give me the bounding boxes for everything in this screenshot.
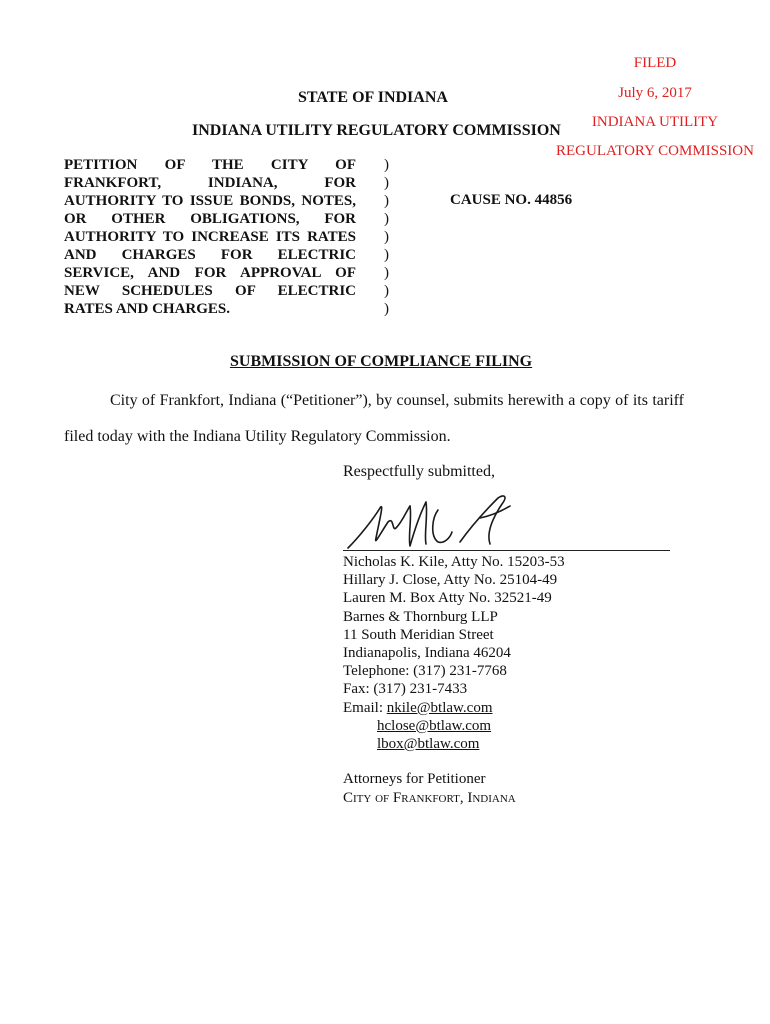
- email-row: [343, 717, 565, 735]
- email-link-close[interactable]: hclose@btlaw.com: [377, 717, 492, 734]
- attorneys-for-petitioner: Attorneys for Petitioner: [343, 771, 486, 787]
- body-paragraph-line1: City of Frankfort, Indiana (“Petitioner”), by counsel, submits herewith a copy of its tariff: [110, 392, 684, 409]
- caption-paren: ): [384, 229, 389, 245]
- caption-paren: ): [384, 301, 389, 317]
- attorney-name-close: Hillary J. Close, Atty No. 25104-49: [343, 572, 558, 589]
- caption-line: PETITION OF THE CITY OF: [64, 157, 356, 173]
- signature-line: [343, 550, 670, 551]
- signature-block: [343, 553, 565, 753]
- email-row: [343, 735, 565, 753]
- caption-line: FRANKFORT, INDIANA, FOR: [64, 175, 356, 191]
- caption-paren: ): [384, 265, 389, 281]
- firm-fax: Fax: (317) 231-7433: [343, 681, 468, 698]
- firm-city: Indianapolis, Indiana 46204: [343, 645, 511, 662]
- caption-paren: ): [384, 193, 389, 209]
- email-label: Email:: [343, 699, 387, 716]
- commission-heading: INDIANA UTILITY REGULATORY COMMISSION: [192, 122, 561, 139]
- email-link-box[interactable]: lbox@btlaw.com: [377, 736, 480, 753]
- firm-name: Barnes & Thornburg LLP: [343, 608, 498, 625]
- caption-line: RATES AND CHARGES.: [64, 301, 231, 317]
- stamp-agency-line2: REGULATORY COMMISSION: [556, 143, 754, 159]
- email-link-kile[interactable]: nkile@btlaw.com: [386, 699, 493, 716]
- caption-paren: ): [384, 211, 389, 227]
- stamp-date: July 6, 2017: [618, 85, 692, 101]
- firm-telephone: Telephone: (317) 231-7768: [343, 663, 507, 680]
- document-title: SUBMISSION OF COMPLIANCE FILING: [230, 353, 533, 370]
- client-name: City of Frankfort, Indiana: [343, 790, 516, 806]
- stamp-agency-line1: INDIANA UTILITY: [591, 114, 719, 130]
- caption-line: AUTHORITY TO ISSUE BONDS, NOTES,: [64, 193, 356, 209]
- caption-line: SERVICE, AND FOR APPROVAL OF: [64, 265, 356, 281]
- closing-salutation: Respectfully submitted,: [343, 463, 495, 480]
- caption-line: NEW SCHEDULES OF ELECTRIC: [64, 283, 356, 299]
- cause-number: CAUSE NO. 44856: [450, 192, 573, 208]
- state-heading: STATE OF INDIANA: [298, 89, 448, 106]
- caption-paren: ): [384, 283, 389, 299]
- stamp-filed: FILED: [633, 55, 677, 71]
- email-row: [343, 699, 565, 717]
- caption-line: AND CHARGES FOR ELECTRIC: [64, 247, 356, 263]
- attorney-name-box: Lauren M. Box Atty No. 32521-49: [343, 590, 552, 607]
- body-paragraph-line2: filed today with the Indiana Utility Regulatory Commission.: [64, 428, 451, 445]
- caption-paren: ): [384, 247, 389, 263]
- firm-street: 11 South Meridian Street: [343, 626, 494, 643]
- caption-paren: ): [384, 157, 389, 173]
- caption-line: AUTHORITY TO INCREASE ITS RATES: [64, 229, 356, 245]
- caption-paren: ): [384, 175, 389, 191]
- caption-line: OR OTHER OBLIGATIONS, FOR: [64, 211, 356, 227]
- attorney-name-kile: Nicholas K. Kile, Atty No. 15203-53: [343, 554, 565, 570]
